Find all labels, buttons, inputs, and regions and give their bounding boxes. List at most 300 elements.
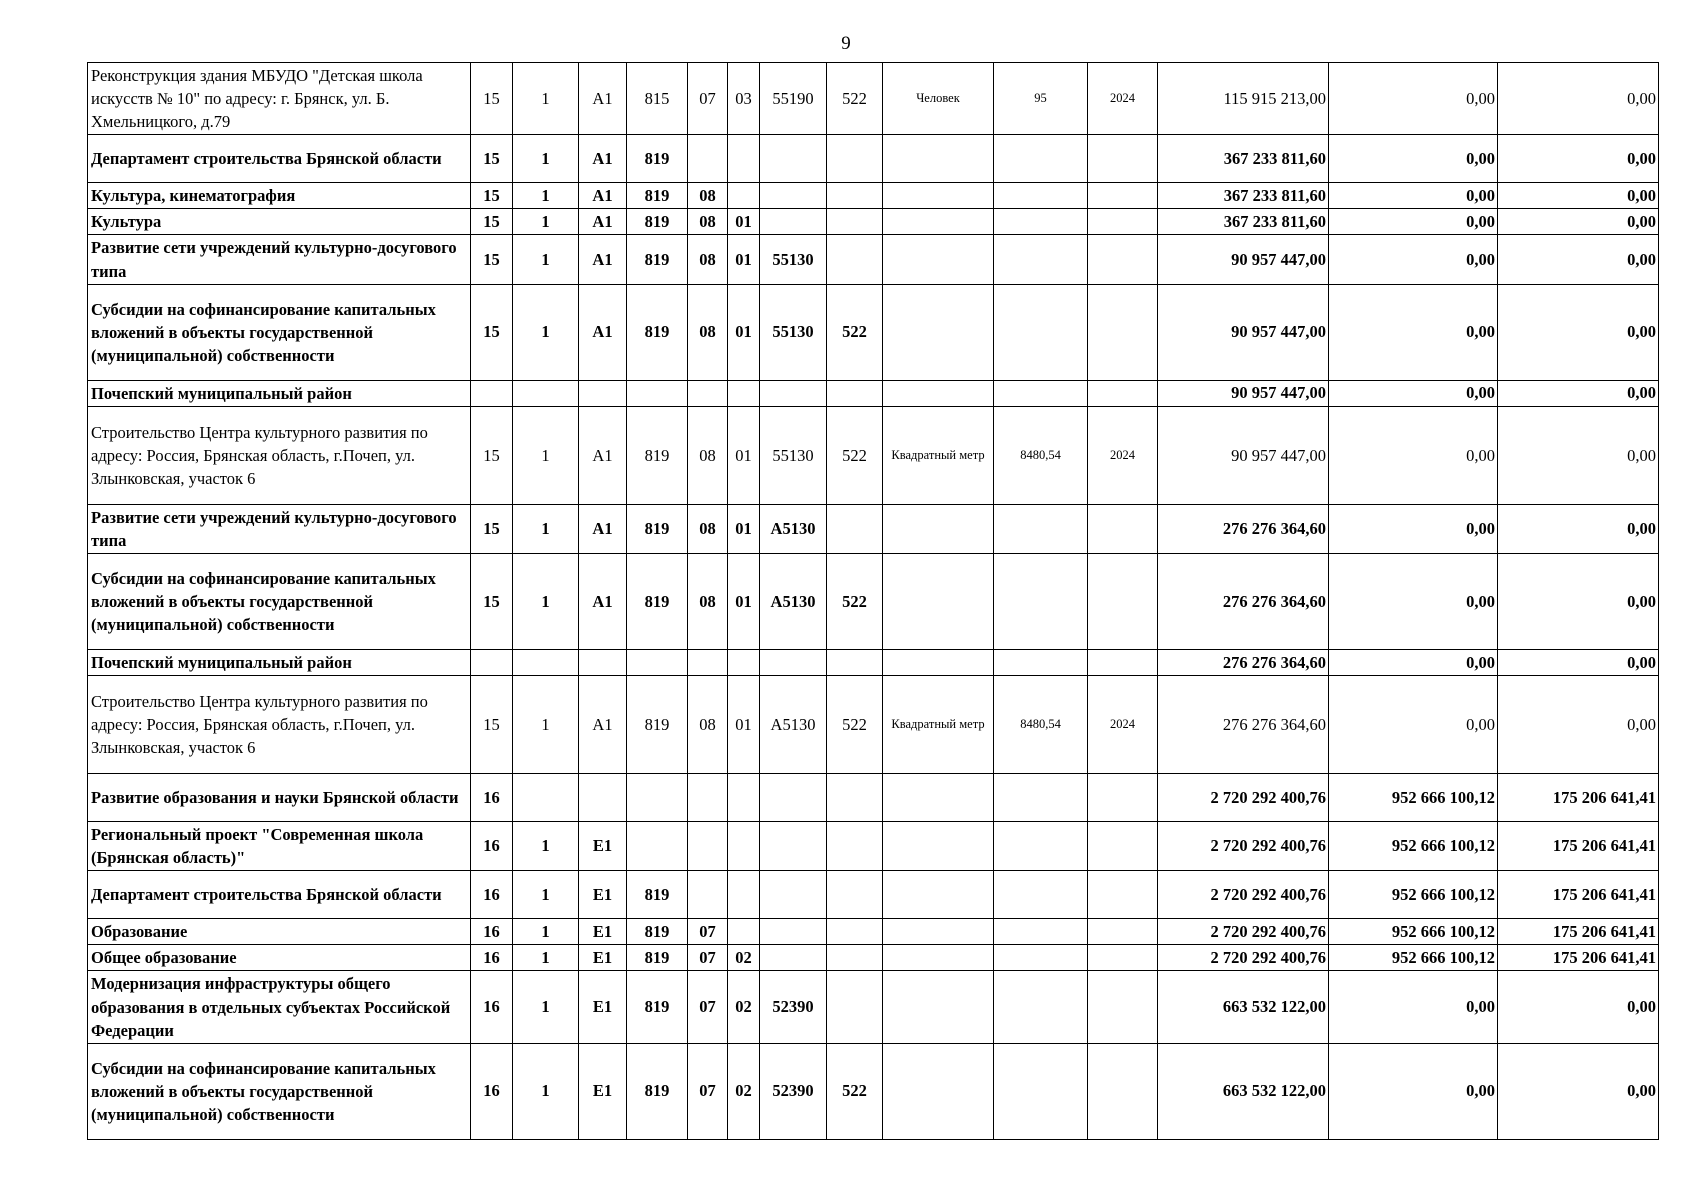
expense-type-code — [827, 135, 883, 183]
table-row — [88, 235, 1659, 284]
measure-unit — [883, 774, 994, 822]
amount-2026: 0,00 — [1498, 284, 1659, 380]
row-name: Почепский муниципальный район — [88, 380, 471, 406]
completion-year: 2024 — [1088, 676, 1158, 774]
completion-year — [1088, 504, 1158, 553]
completion-year: 2024 — [1088, 63, 1158, 135]
subprogram-code — [513, 649, 579, 675]
amount-2024: 367 233 811,60 — [1158, 183, 1329, 209]
measure-unit — [883, 284, 994, 380]
amount-2026: 175 206 641,41 — [1498, 945, 1659, 971]
row-name: Строительство Центра культурного развития по адресу: Россия, Брянская область, г.Почеп, ул. Злынковская, участок 6 — [88, 406, 471, 504]
expense-type-code: 522 — [827, 406, 883, 504]
ministry-code: 819 — [627, 676, 688, 774]
program-code: 15 — [471, 235, 513, 284]
amount-2026: 0,00 — [1498, 406, 1659, 504]
table-row — [88, 945, 1659, 971]
subprogram-code — [513, 380, 579, 406]
subprogram-code: 1 — [513, 183, 579, 209]
subprogram-code: 1 — [513, 919, 579, 945]
capacity-value — [994, 919, 1088, 945]
amount-2025: 0,00 — [1329, 406, 1498, 504]
project-code — [579, 649, 627, 675]
section-code: 08 — [688, 209, 728, 235]
subsection-code: 01 — [728, 284, 760, 380]
section-code: 08 — [688, 676, 728, 774]
section-code: 08 — [688, 553, 728, 649]
project-code: А1 — [579, 553, 627, 649]
subsection-code: 01 — [728, 235, 760, 284]
subprogram-code: 1 — [513, 235, 579, 284]
completion-year — [1088, 871, 1158, 919]
completion-year — [1088, 774, 1158, 822]
amount-2026: 0,00 — [1498, 1043, 1659, 1139]
amount-2026: 0,00 — [1498, 971, 1659, 1043]
expense-type-code — [827, 871, 883, 919]
row-name: Субсидии на софинансирование капитальных вложений в объекты государственной (муниципальной) собственности — [88, 1043, 471, 1139]
expense-type-code — [827, 919, 883, 945]
completion-year: 2024 — [1088, 406, 1158, 504]
subsection-code: 02 — [728, 945, 760, 971]
row-name: Субсидии на софинансирование капитальных вложений в объекты государственной (муниципальной) собственности — [88, 553, 471, 649]
expense-type-code — [827, 183, 883, 209]
direction-code — [760, 380, 827, 406]
amount-2026: 0,00 — [1498, 504, 1659, 553]
section-code: 08 — [688, 235, 728, 284]
measure-unit — [883, 183, 994, 209]
amount-2026: 0,00 — [1498, 209, 1659, 235]
subsection-code: 01 — [728, 406, 760, 504]
amount-2024: 2 720 292 400,76 — [1158, 945, 1329, 971]
completion-year — [1088, 284, 1158, 380]
row-name: Развитие сети учреждений культурно-досугового типа — [88, 504, 471, 553]
row-name: Субсидии на софинансирование капитальных вложений в объекты государственной (муниципальной) собственности — [88, 284, 471, 380]
expense-type-code: 522 — [827, 1043, 883, 1139]
amount-2025: 0,00 — [1329, 63, 1498, 135]
completion-year — [1088, 1043, 1158, 1139]
program-code: 15 — [471, 183, 513, 209]
page-number: 9 — [841, 33, 851, 54]
measure-unit — [883, 919, 994, 945]
project-code: Е1 — [579, 871, 627, 919]
amount-2025: 0,00 — [1329, 284, 1498, 380]
subsection-code: 02 — [728, 1043, 760, 1139]
section-code: 08 — [688, 504, 728, 553]
amount-2026: 0,00 — [1498, 235, 1659, 284]
program-code: 15 — [471, 63, 513, 135]
direction-code: А5130 — [760, 676, 827, 774]
ministry-code: 819 — [627, 406, 688, 504]
measure-unit — [883, 504, 994, 553]
amount-2026: 0,00 — [1498, 183, 1659, 209]
amount-2026: 0,00 — [1498, 676, 1659, 774]
amount-2024: 2 720 292 400,76 — [1158, 774, 1329, 822]
amount-2025: 952 666 100,12 — [1329, 945, 1498, 971]
subprogram-code: 1 — [513, 135, 579, 183]
program-code: 16 — [471, 871, 513, 919]
amount-2025: 952 666 100,12 — [1329, 919, 1498, 945]
subsection-code: 01 — [728, 209, 760, 235]
completion-year — [1088, 822, 1158, 871]
subsection-code — [728, 380, 760, 406]
section-code: 07 — [688, 63, 728, 135]
measure-unit — [883, 822, 994, 871]
program-code: 15 — [471, 135, 513, 183]
row-name: Развитие сети учреждений культурно-досугового типа — [88, 235, 471, 284]
amount-2026: 0,00 — [1498, 63, 1659, 135]
subprogram-code: 1 — [513, 945, 579, 971]
project-code: Е1 — [579, 919, 627, 945]
amount-2025: 0,00 — [1329, 135, 1498, 183]
capacity-value — [994, 649, 1088, 675]
measure-unit — [883, 380, 994, 406]
program-code: 16 — [471, 945, 513, 971]
budget-table — [87, 62, 1659, 1140]
completion-year — [1088, 971, 1158, 1043]
direction-code — [760, 871, 827, 919]
subprogram-code: 1 — [513, 676, 579, 774]
ministry-code: 819 — [627, 284, 688, 380]
capacity-value: 8480,54 — [994, 676, 1088, 774]
capacity-value — [994, 553, 1088, 649]
project-code: А1 — [579, 406, 627, 504]
project-code: А1 — [579, 676, 627, 774]
subprogram-code: 1 — [513, 553, 579, 649]
ministry-code: 819 — [627, 971, 688, 1043]
row-name: Региональный проект "Современная школа (Брянская область)" — [88, 822, 471, 871]
section-code — [688, 822, 728, 871]
row-name: Почепский муниципальный район — [88, 649, 471, 675]
subprogram-code: 1 — [513, 1043, 579, 1139]
table-body — [88, 63, 1659, 1140]
measure-unit — [883, 649, 994, 675]
expense-type-code — [827, 774, 883, 822]
expense-type-code: 522 — [827, 284, 883, 380]
table-row — [88, 209, 1659, 235]
table-row — [88, 1043, 1659, 1139]
amount-2024: 115 915 213,00 — [1158, 63, 1329, 135]
section-code: 08 — [688, 284, 728, 380]
ministry-code — [627, 380, 688, 406]
expense-type-code — [827, 971, 883, 1043]
capacity-value — [994, 209, 1088, 235]
program-code: 15 — [471, 284, 513, 380]
ministry-code — [627, 649, 688, 675]
amount-2024: 663 532 122,00 — [1158, 1043, 1329, 1139]
section-code — [688, 871, 728, 919]
row-name: Культура, кинематография — [88, 183, 471, 209]
project-code: Е1 — [579, 1043, 627, 1139]
project-code: А1 — [579, 235, 627, 284]
expense-type-code: 522 — [827, 63, 883, 135]
capacity-value: 95 — [994, 63, 1088, 135]
table-row — [88, 380, 1659, 406]
amount-2025: 952 666 100,12 — [1329, 822, 1498, 871]
table-row — [88, 553, 1659, 649]
amount-2025: 0,00 — [1329, 183, 1498, 209]
measure-unit — [883, 235, 994, 284]
amount-2024: 276 276 364,60 — [1158, 676, 1329, 774]
capacity-value — [994, 284, 1088, 380]
measure-unit — [883, 1043, 994, 1139]
direction-code: А5130 — [760, 553, 827, 649]
program-code: 16 — [471, 822, 513, 871]
subsection-code — [728, 649, 760, 675]
subprogram-code: 1 — [513, 822, 579, 871]
direction-code: А5130 — [760, 504, 827, 553]
measure-unit — [883, 971, 994, 1043]
expense-type-code: 522 — [827, 676, 883, 774]
program-code — [471, 649, 513, 675]
table-row — [88, 971, 1659, 1043]
amount-2024: 90 957 447,00 — [1158, 235, 1329, 284]
subsection-code — [728, 871, 760, 919]
capacity-value — [994, 971, 1088, 1043]
amount-2025: 0,00 — [1329, 380, 1498, 406]
amount-2026: 0,00 — [1498, 380, 1659, 406]
measure-unit: Человек — [883, 63, 994, 135]
ministry-code — [627, 774, 688, 822]
capacity-value — [994, 380, 1088, 406]
table-row — [88, 871, 1659, 919]
ministry-code: 819 — [627, 1043, 688, 1139]
amount-2024: 276 276 364,60 — [1158, 649, 1329, 675]
row-name: Реконструкция здания МБУДО "Детская школа искусств № 10" по адресу: г. Брянск, ул. Б. Хмельницкого, д.79 — [88, 63, 471, 135]
table-row — [88, 649, 1659, 675]
table-row — [88, 676, 1659, 774]
capacity-value — [994, 504, 1088, 553]
amount-2026: 175 206 641,41 — [1498, 871, 1659, 919]
subsection-code — [728, 822, 760, 871]
ministry-code: 819 — [627, 945, 688, 971]
completion-year — [1088, 135, 1158, 183]
amount-2025: 0,00 — [1329, 553, 1498, 649]
subsection-code: 01 — [728, 504, 760, 553]
program-code: 16 — [471, 1043, 513, 1139]
direction-code — [760, 209, 827, 235]
row-name: Модернизация инфраструктуры общего образования в отдельных субъектах Российской Федерации — [88, 971, 471, 1043]
direction-code — [760, 183, 827, 209]
section-code — [688, 774, 728, 822]
ministry-code: 815 — [627, 63, 688, 135]
amount-2024: 2 720 292 400,76 — [1158, 871, 1329, 919]
program-code: 15 — [471, 553, 513, 649]
capacity-value — [994, 822, 1088, 871]
subprogram-code: 1 — [513, 406, 579, 504]
amount-2024: 276 276 364,60 — [1158, 504, 1329, 553]
subsection-code — [728, 919, 760, 945]
direction-code — [760, 919, 827, 945]
capacity-value — [994, 135, 1088, 183]
amount-2025: 0,00 — [1329, 971, 1498, 1043]
capacity-value — [994, 774, 1088, 822]
direction-code — [760, 135, 827, 183]
amount-2026: 0,00 — [1498, 553, 1659, 649]
amount-2026: 175 206 641,41 — [1498, 774, 1659, 822]
expense-type-code — [827, 649, 883, 675]
table-row — [88, 504, 1659, 553]
subsection-code: 03 — [728, 63, 760, 135]
subprogram-code — [513, 774, 579, 822]
amount-2024: 663 532 122,00 — [1158, 971, 1329, 1043]
capacity-value — [994, 1043, 1088, 1139]
amount-2026: 0,00 — [1498, 649, 1659, 675]
subsection-code: 01 — [728, 676, 760, 774]
project-code — [579, 380, 627, 406]
project-code: А1 — [579, 135, 627, 183]
ministry-code: 819 — [627, 919, 688, 945]
program-code: 15 — [471, 504, 513, 553]
section-code — [688, 649, 728, 675]
ministry-code: 819 — [627, 235, 688, 284]
capacity-value — [994, 183, 1088, 209]
project-code — [579, 774, 627, 822]
amount-2026: 0,00 — [1498, 135, 1659, 183]
direction-code: 55130 — [760, 406, 827, 504]
measure-unit — [883, 135, 994, 183]
row-name: Образование — [88, 919, 471, 945]
amount-2024: 2 720 292 400,76 — [1158, 822, 1329, 871]
subsection-code: 02 — [728, 971, 760, 1043]
amount-2025: 952 666 100,12 — [1329, 774, 1498, 822]
subprogram-code: 1 — [513, 871, 579, 919]
section-code: 07 — [688, 945, 728, 971]
measure-unit: Квадратный метр — [883, 676, 994, 774]
program-code: 15 — [471, 406, 513, 504]
amount-2025: 0,00 — [1329, 504, 1498, 553]
project-code: А1 — [579, 63, 627, 135]
subprogram-code: 1 — [513, 284, 579, 380]
project-code: Е1 — [579, 971, 627, 1043]
subsection-code — [728, 135, 760, 183]
measure-unit — [883, 945, 994, 971]
subprogram-code: 1 — [513, 504, 579, 553]
section-code: 08 — [688, 406, 728, 504]
subprogram-code: 1 — [513, 63, 579, 135]
completion-year — [1088, 649, 1158, 675]
completion-year — [1088, 183, 1158, 209]
capacity-value — [994, 945, 1088, 971]
amount-2026: 175 206 641,41 — [1498, 919, 1659, 945]
program-code: 16 — [471, 971, 513, 1043]
section-code — [688, 380, 728, 406]
expense-type-code — [827, 945, 883, 971]
direction-code: 55130 — [760, 284, 827, 380]
amount-2025: 0,00 — [1329, 676, 1498, 774]
subprogram-code: 1 — [513, 971, 579, 1043]
row-name: Департамент строительства Брянской области — [88, 871, 471, 919]
direction-code: 55190 — [760, 63, 827, 135]
capacity-value — [994, 235, 1088, 284]
table-row — [88, 63, 1659, 135]
project-code: А1 — [579, 183, 627, 209]
section-code: 07 — [688, 1043, 728, 1139]
subsection-code: 01 — [728, 553, 760, 649]
amount-2024: 90 957 447,00 — [1158, 284, 1329, 380]
amount-2025: 0,00 — [1329, 235, 1498, 284]
amount-2026: 175 206 641,41 — [1498, 822, 1659, 871]
direction-code: 52390 — [760, 1043, 827, 1139]
measure-unit — [883, 553, 994, 649]
project-code: Е1 — [579, 945, 627, 971]
expense-type-code — [827, 235, 883, 284]
subsection-code — [728, 183, 760, 209]
section-code — [688, 135, 728, 183]
capacity-value: 8480,54 — [994, 406, 1088, 504]
completion-year — [1088, 235, 1158, 284]
amount-2024: 2 720 292 400,76 — [1158, 919, 1329, 945]
project-code: А1 — [579, 504, 627, 553]
program-code: 16 — [471, 774, 513, 822]
measure-unit — [883, 871, 994, 919]
direction-code: 55130 — [760, 235, 827, 284]
measure-unit — [883, 209, 994, 235]
ministry-code: 819 — [627, 553, 688, 649]
expense-type-code — [827, 380, 883, 406]
completion-year — [1088, 553, 1158, 649]
project-code: Е1 — [579, 822, 627, 871]
program-code — [471, 380, 513, 406]
direction-code — [760, 774, 827, 822]
ministry-code: 819 — [627, 135, 688, 183]
amount-2024: 367 233 811,60 — [1158, 135, 1329, 183]
completion-year — [1088, 919, 1158, 945]
subprogram-code: 1 — [513, 209, 579, 235]
row-name: Общее образование — [88, 945, 471, 971]
ministry-code: 819 — [627, 871, 688, 919]
completion-year — [1088, 209, 1158, 235]
amount-2024: 90 957 447,00 — [1158, 406, 1329, 504]
amount-2025: 0,00 — [1329, 1043, 1498, 1139]
row-name: Департамент строительства Брянской области — [88, 135, 471, 183]
section-code: 07 — [688, 919, 728, 945]
table-row — [88, 919, 1659, 945]
row-name: Развитие образования и науки Брянской области — [88, 774, 471, 822]
project-code: А1 — [579, 209, 627, 235]
table-row — [88, 774, 1659, 822]
ministry-code: 819 — [627, 209, 688, 235]
expense-type-code: 522 — [827, 553, 883, 649]
expense-type-code — [827, 209, 883, 235]
amount-2025: 0,00 — [1329, 649, 1498, 675]
amount-2025: 0,00 — [1329, 209, 1498, 235]
ministry-code — [627, 822, 688, 871]
subsection-code — [728, 774, 760, 822]
ministry-code: 819 — [627, 504, 688, 553]
direction-code — [760, 822, 827, 871]
completion-year — [1088, 380, 1158, 406]
completion-year — [1088, 945, 1158, 971]
amount-2024: 276 276 364,60 — [1158, 553, 1329, 649]
row-name: Строительство Центра культурного развития по адресу: Россия, Брянская область, г.Почеп, ул. Злынковская, участок 6 — [88, 676, 471, 774]
direction-code — [760, 649, 827, 675]
program-code: 16 — [471, 919, 513, 945]
expense-type-code — [827, 822, 883, 871]
direction-code: 52390 — [760, 971, 827, 1043]
row-name: Культура — [88, 209, 471, 235]
capacity-value — [994, 871, 1088, 919]
table-row — [88, 822, 1659, 871]
ministry-code: 819 — [627, 183, 688, 209]
amount-2024: 90 957 447,00 — [1158, 380, 1329, 406]
table-row — [88, 406, 1659, 504]
table-row — [88, 135, 1659, 183]
program-code: 15 — [471, 676, 513, 774]
amount-2024: 367 233 811,60 — [1158, 209, 1329, 235]
program-code: 15 — [471, 209, 513, 235]
section-code: 07 — [688, 971, 728, 1043]
table-row — [88, 183, 1659, 209]
